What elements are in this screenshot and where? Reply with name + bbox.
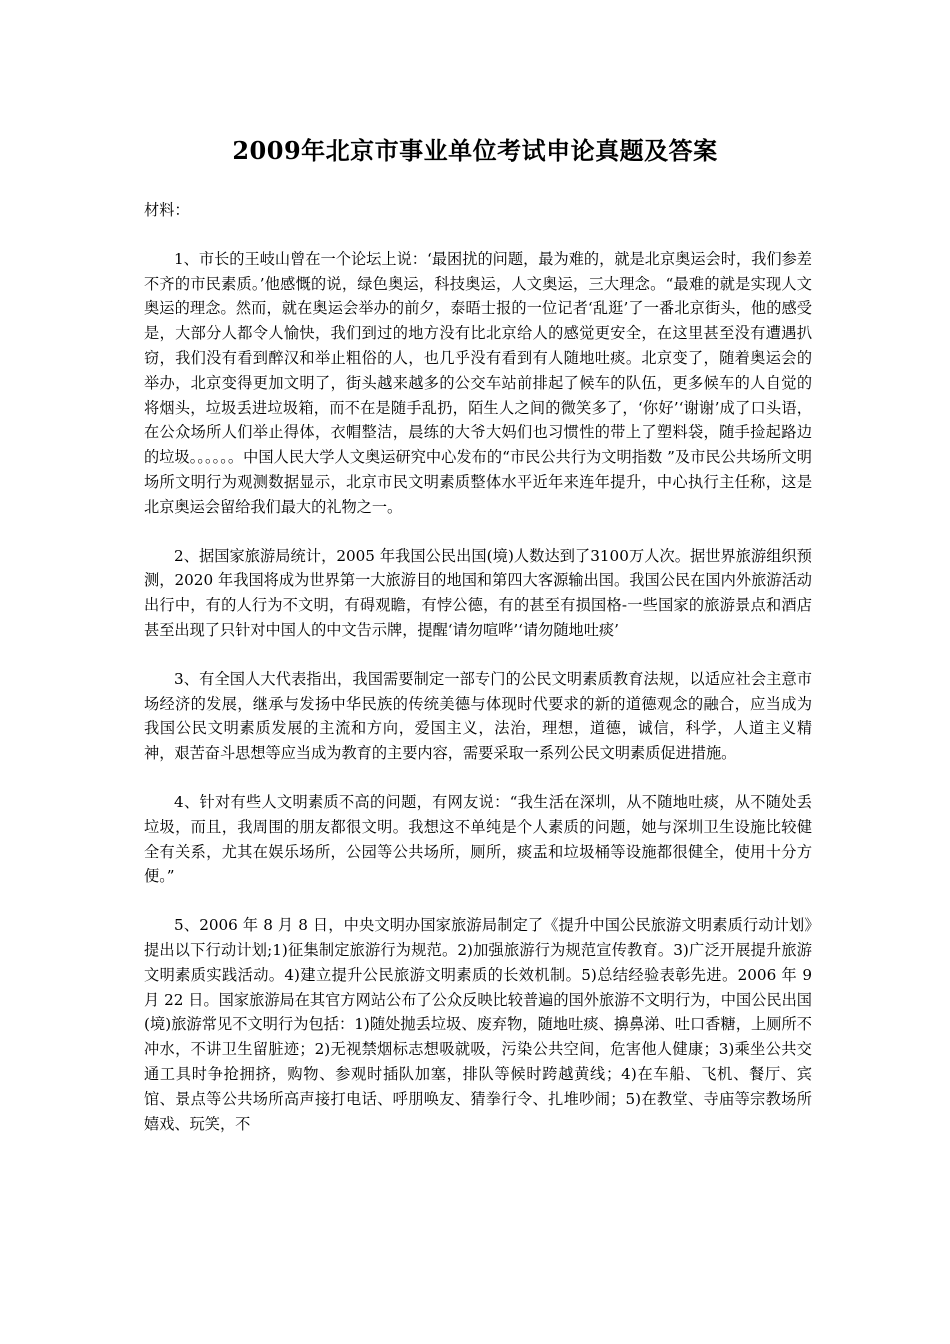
- paragraph-2: 2、据国家旅游局统计，2005 年我国公民出国(境)人数达到了3100万人次。据世界旅游组织预测，2020 年我国将成为世界第一大旅游目的地国和第四大客源输出国。我国公民在国内外旅游活动出行中，有的人行为不文明，有碍观瞻，有悖公德，有的甚至有损国格-一些国家的旅游景点和酒店甚至出现了只针对中国人的中文告示牌，提醒‘请勿喧哗’‘请勿随地吐痰’: [144, 546, 812, 639]
- paragraph-1: 1、市长的王岐山曾在一个论坛上说：‘最困扰的问题，最为难的，就是北京奥运会时，我们参差不齐的市民素质。’他感慨的说，绿色奥运，科技奥运，人文奥运，三大理念。“最难的就是实现人文奥运的理念。然而，就在奥运会举办的前夕，泰晤士报的一位记者‘乱逛’了一番北京街头，他的感受是，大部分人都令人愉快，我们到过的地方没有比北京给人的感觉更安全，在这里甚至没有遭遇扒窃，我们没有看到醉汉和举止粗俗的人，也几乎没有看到有人随地吐痰。北京变了，随着奥运会的举办，北京变得更加文明了，街头越来越多的公交车站前排起了候车的队伍，更多候车的人自觉的将烟头，垃圾丢进垃圾箱，而不在是随手乱扔，陌生人之间的微笑多了，‘你好’‘谢谢’成了口头语，在公众场所人们举止得体，衣帽整洁，晨练的大爷大妈们也习惯性的带上了塑料袋，随手捡起路边的垃圾。。。。。。中国人民大学人文奥运研究中心发布的“市民公共行为文明指数 ”及市民公共场所文明场所文明行为观测数据显示，北京市民文明素质整体水平近年来连年提升，中心执行主任称，这是北京奥运会留给我们最大的礼物之一。: [144, 249, 812, 516]
- paragraph-4: 4、针对有些人文明素质不高的问题，有网友说：“我生活在深圳，从不随地吐痰，从不随处丢垃圾，而且，我周围的朋友都很文明。我想这不单纯是个人素质的问题，她与深圳卫生设施比较健全有关系，尤其在娱乐场所，公园等公共场所，厕所，痰盂和垃圾桶等设施都很健全，使用十分方便。”: [144, 792, 812, 886]
- paragraph-5: 5、2006 年 8 月 8 日，中央文明办国家旅游局制定了《提升中国公民旅游文明素质行动计划》提出以下行动计划;1)征集制定旅游行为规范。2)加强旅游行为规范宣传教育。3)广泛开展提升旅游文明素质实践活动。4)建立提升公民旅游文明素质的长效机制。5)总结经验表彰先进。2006 年 9 月 22 日。国家旅游局在其官方网站公布了公众反映比较普遍的国外旅游不文明行为，中国公民出国(境)旅游常见不文明行为包括：1)随处抛丢垃圾、废弃物，随地吐痰、擤鼻涕、吐口香糖，上厕所不冲水，不讲卫生留脏迹；2)无视禁烟标志想吸就吸，污染公共空间，危害他人健康；3)乘坐公共交通工具时争抢拥挤，购物、参观时插队加塞，排队等候时跨越黄线；4)在车船、飞机、餐厅、宾馆、景点等公共场所高声接打电话、呼朋唤友、猜拳行令、扎堆吵闹；5)在教堂、寺庙等宗教场所嬉戏、玩笑，不: [144, 916, 812, 1133]
- document-body: [144, 198, 812, 1160]
- material-label: 材料：: [144, 201, 190, 219]
- document-title: 2009年北京市事业单位考试申论真题及答案: [232, 136, 718, 165]
- paragraph-3: 3、有全国人大代表指出，我国需要制定一部专门的公民文明素质教育法规，以适应社会主意市场经济的发展，继承与发扬中华民族的传统美德与体现时代要求的新的道德观念的融合，应当成为我国公民文明素质发展的主流和方向，爱国主义，法治，理想，道德，诚信，科学，人道主义精神，艰苦奋斗思想等应当成为教育的主要内容，需要采取一系列公民文明素质促进措施。: [144, 669, 812, 763]
